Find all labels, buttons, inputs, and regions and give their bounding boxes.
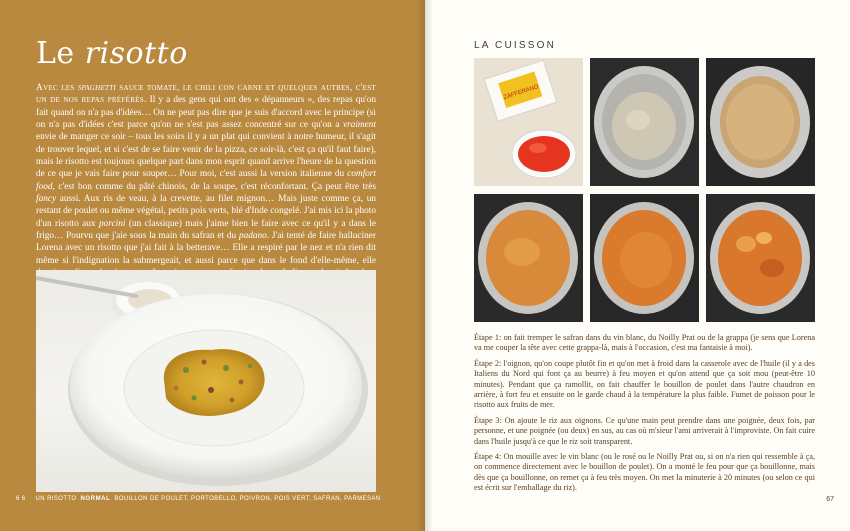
right-page	[425, 0, 850, 531]
para-part-4: aussi. Aux ris de veau, à la crevette, au filet mignon… Mais juste comme ça, un restant de poulet ou même végétal, petits pois verts, blé d'Inde congelé. J'ai mis ici la photo d'un risotto aux	[36, 194, 376, 229]
para-part-2: envie de manger ce soir – tous les soirs il y a un plat qui convient à notre humeur, il s'agit de trouver lequel, et si c'est de se faire venir de la pizza, ce soir-là, c'est ça qu'il faut faire), mais le risotto est toujours quelque part dans mon esprit quand arrive l'heure de la question de ce que je vais faire pour souper… Pour moi, c'est aussi la version italienne du	[36, 132, 376, 180]
packet-label: ZAFFERANO	[502, 84, 540, 102]
title-italic: risotto	[84, 36, 188, 71]
intro-paragraph	[36, 82, 376, 292]
section-title: LA CUISSON	[474, 40, 557, 51]
step-2: Étape 2: l'oignon, qu'on coupe plutôt fin et qu'on met à froid dans la casserole avec de l'huile (il y a des Italiens du Nord qui font ça au beurre) à feu moyen et qu'on attend que ça soit mou (peut-être 10 minutes). Pendant que ça ramollit, on fait chauffer le bouillon de poulet dans l'autre chaudron en arrière, à fort feu et ensuite on le garde chaud à la température la plus faible. Fumet de poisson pour le risotto aux fruits de mer.	[474, 358, 815, 410]
step-3: Étape 3: On ajoute le riz aux oignons. Ce qu'une main peut prendre dans une poignée, deux fois, par personne, et une poignée (ou deux) en sus, au cas où m'sieur l'ami arriverait à l'improviste. On fait cuire dans l'huile jusqu'à ce que le riz soit transparent.	[474, 415, 815, 446]
para-italic-2: comfort food	[36, 169, 376, 192]
photo-caption	[16, 496, 416, 502]
para-italic-4: porcini	[98, 218, 126, 229]
saffron-illustration	[474, 58, 583, 186]
page-number-left: 6 6	[16, 496, 26, 502]
para-part-5: (un classique) mais j'aime bien le faire avec ce qu'il y a dans le frigo… Pourvu que j'aie sous la main du safran et du	[36, 218, 376, 242]
finished-pan-photo	[706, 194, 815, 322]
title-regular: Le	[36, 36, 85, 71]
page-title	[36, 36, 188, 71]
para-part-1: Il y a des gens qui ont des « dépanneurs », des repas qu'on fait quand on n'a pas d'idées… On ne peut pas dire que je suis d'accord avec le principe (si on n'a pas d'idées c'est parce qu'on ne s'est pas assez concentré sur ce qu'on a	[36, 95, 376, 131]
caption-ingredients: BOUILLON DE POULET, PORTOBELLO, POIVRON, POIS VERT, SAFRAN, PARMESAN	[114, 496, 381, 502]
risotto-photo	[36, 270, 376, 492]
caption-prefix: UN RISOTTO	[35, 496, 77, 502]
page-number-right: 67	[826, 496, 834, 503]
onions-pan-photo	[590, 58, 699, 186]
saffron-photo	[474, 58, 583, 186]
step-1: Étape 1: on fait tremper le safran dans du vin blanc, du Noilly Prat ou de la grappa (je sens que Lorena va me couper la tête avec cette grappa-là, mais à l'occasion, c'est ma fantaisie à moi).	[474, 333, 815, 353]
intro-italic: spaghetti	[77, 83, 117, 93]
pan-broth-illustration	[474, 194, 583, 322]
para-italic-3: fancy	[36, 194, 57, 205]
broth-pan-photo	[474, 194, 583, 322]
pan-rice-illustration	[706, 58, 815, 186]
para-part-3: , c'est bon comme du pâté chinois, de la soupe, c'est réconfortant. Ça peut être très	[52, 181, 376, 192]
intro-smallcaps-rest: sauce tomate, le chili con carne et quelques autres, c'est un de nos repas préférés.	[36, 83, 376, 106]
step-4: Étape 4: On mouille avec le vin blanc (ou le rosé ou le Noilly Prat ou, si on n'a rien qui ressemble à ça, on commence directement avec le bouillon de poulet). On a monté le feu pour que ça bouillonne, mais dès que ça bouillonne, on remet ça à feu très moyen. On met la minuterie à 20 minutes (ou selon ce qui est écrit sur l'emballage du riz).	[474, 452, 815, 493]
steps-text	[474, 333, 815, 499]
caption-label: NORMAL	[80, 496, 111, 502]
para-part-6: . J'ai tenté de faire halluciner Lorena avec un risotto que j'ai fait à la betterave… Elle a respiré par le nez et n'a rien dit même si l'indignation la submergeait, et aussi parce que dans le fond d'elle-même, elle	[36, 231, 376, 266]
intro-smallcaps: Avec les	[36, 83, 78, 93]
risotto-plate-illustration	[36, 270, 376, 492]
pan-finished-illustration	[706, 194, 815, 322]
simmer-pan-photo	[590, 194, 699, 322]
para-italic-5: padano	[238, 231, 267, 242]
pan-simmer-illustration	[590, 194, 699, 322]
rice-pan-photo	[706, 58, 815, 186]
para-italic-1: vraiment	[342, 120, 376, 131]
pan-onions-illustration	[590, 58, 699, 186]
